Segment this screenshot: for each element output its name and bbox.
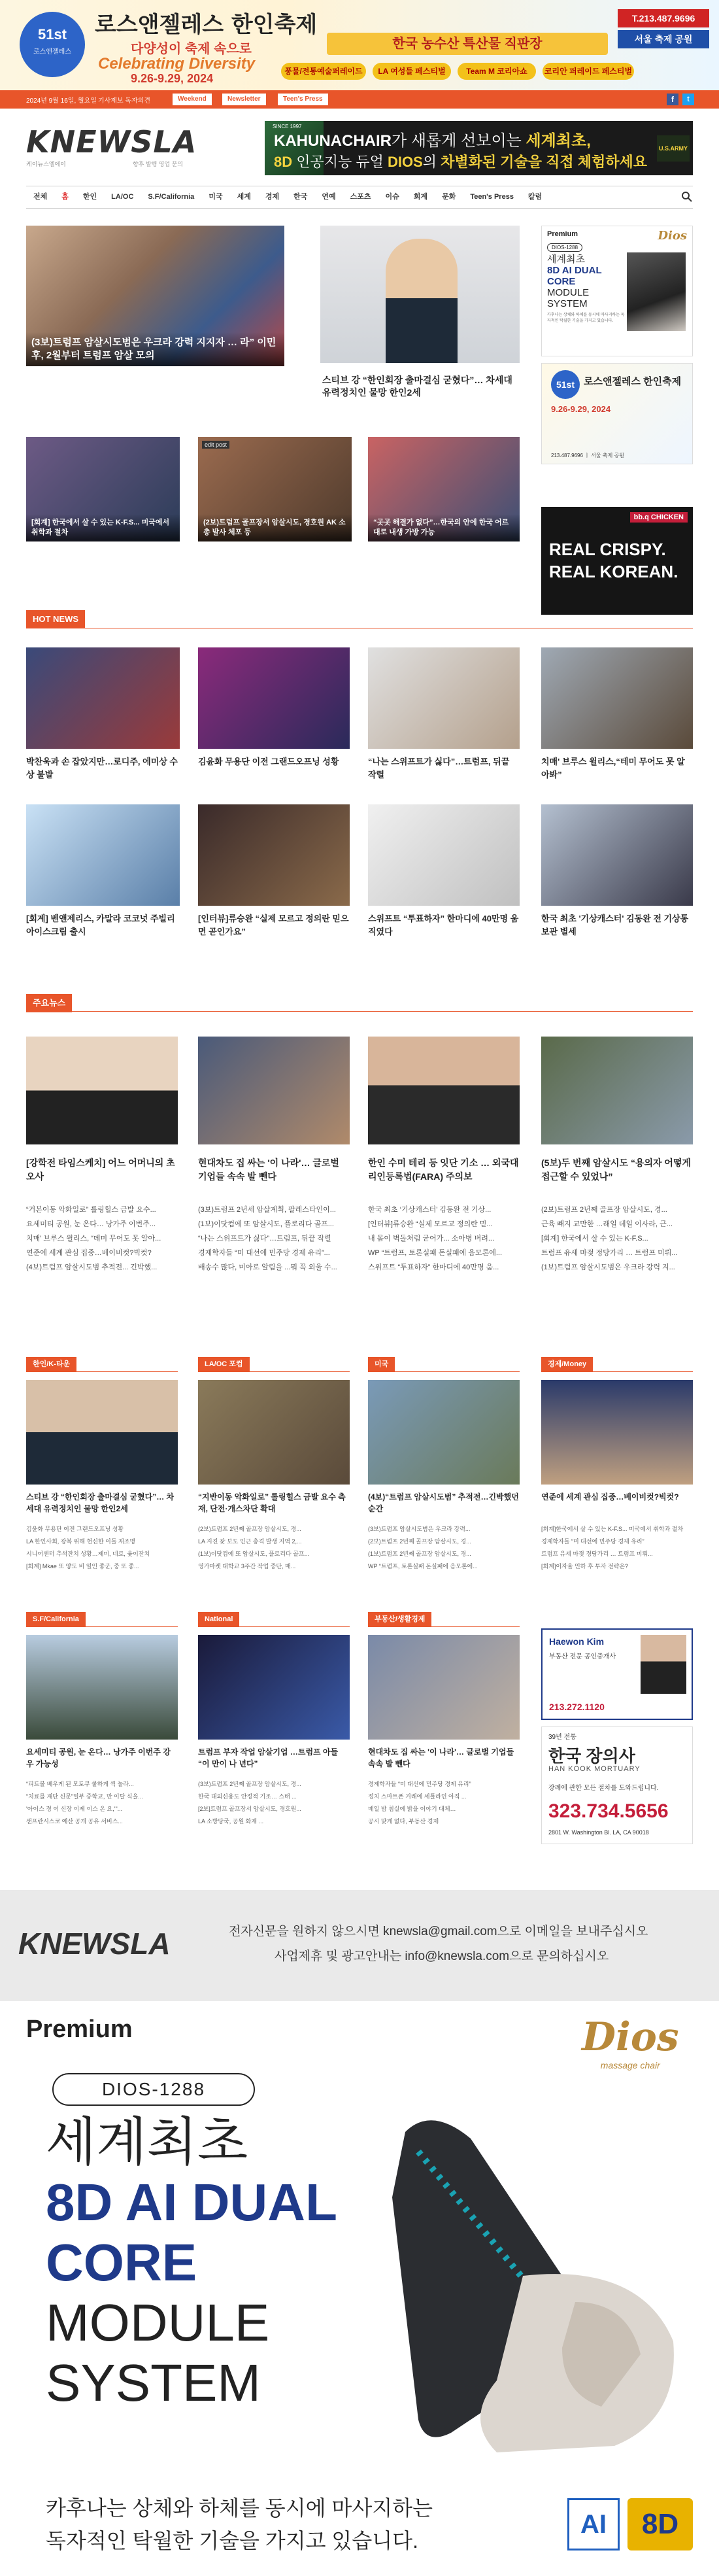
logo-subtitle: 케이뉴스엘에이: [26, 161, 66, 167]
hot-news-image[interactable]: [541, 647, 693, 749]
section-list-item[interactable]: LA 한인사회, 광복 위해 헌신한 이들 재조명: [26, 1538, 136, 1545]
teens-press-button[interactable]: Teen's Press: [278, 94, 328, 105]
section-list-item[interactable]: 영가마켓 대학교 3주간 작업 중단, 매...: [198, 1563, 296, 1570]
festival-title: 로스앤젤레스 한인축제: [95, 12, 318, 38]
main-news-list-item[interactable]: “나는 스위프트가 싫다”…트럼프, 뒤끝 작렬: [198, 1235, 331, 1243]
ad-since: SINCE 1997: [273, 124, 302, 129]
section-list-item[interactable]: (3보)트럼프 2년째 골프장 암살시도, 경...: [198, 1781, 301, 1787]
section-title[interactable]: 요세미티 공원, 눈 온다… 낭가주 이번주 강우 가능성: [26, 1747, 171, 1768]
main-nav: [26, 187, 693, 207]
logo-text: KNEWSLA: [26, 124, 197, 160]
side-ad-bbq[interactable]: [541, 507, 693, 615]
nav-item-1[interactable]: 홈: [61, 193, 69, 201]
main-news-list-item[interactable]: (1보)트럼프 암살시도범은 우크라 강력 지...: [541, 1263, 675, 1271]
section-list-item[interactable]: 시니어센터 추석잔치 성황…제미, 네로, 윷이잔치: [26, 1551, 150, 1557]
section-image[interactable]: [368, 1635, 520, 1740]
hot-news-title[interactable]: 김윤화 무용단 이전 그랜드오프닝 성황: [198, 757, 339, 766]
hot-news-title[interactable]: [회계] 벤앤제리스, 카말라 코코넛 주빌리 아이스크림 출시: [26, 914, 175, 936]
main-news-list-item[interactable]: (1보)이닷컴에 또 암살시도, 플로리다 골프...: [198, 1220, 334, 1228]
person-photo: [386, 239, 458, 363]
section-header[interactable]: S.F/California: [26, 1612, 86, 1626]
main-news-list-item[interactable]: (4보)트럼프 암살시도범 추적전... 긴박했...: [26, 1263, 158, 1271]
report-link[interactable]: 기사제보 독자의견: [98, 97, 151, 105]
main-news-list-item[interactable]: 요세미티 공원, 눈 온다… 낭가주 이번주...: [26, 1220, 156, 1228]
ai-badge-icon: AI: [567, 2498, 620, 2550]
section-list-item[interactable]: 한국 대외신용도 안정적 기조… 스태 ...: [198, 1793, 297, 1800]
main-news-title[interactable]: [강학전 타임스케치] 어느 어머니의 초오사: [26, 1158, 175, 1182]
nav-item-8[interactable]: 한국: [293, 193, 308, 201]
section-header[interactable]: 미국: [368, 1357, 395, 1371]
festival-dates: 9.26-9.29, 2024: [131, 72, 214, 85]
utility-bar: [0, 90, 719, 109]
hero-article-2[interactable]: [320, 226, 520, 363]
realtor-phone: 213.272.1120: [549, 1702, 605, 1712]
main-news-title[interactable]: 한인 수미 테리 등 잇단 기소 … 외국대리인등록법(FARA) 주의보: [368, 1158, 519, 1182]
nav-item-7[interactable]: 경제: [265, 193, 280, 201]
bottom-ad-brand: Dios: [582, 2014, 679, 2060]
section-list-item[interactable]: (1보)트럼프 2년째 골프장 암살시도, 경...: [368, 1551, 471, 1557]
sub-card-1[interactable]: [회계] 한국에서 살 수 있는 K-F.S... 미국에서 취학과 절차: [26, 437, 180, 541]
logo-tag: 향후 발행 영업 문의: [132, 161, 183, 167]
nav-item-11[interactable]: 이슈: [385, 193, 399, 201]
main-news-list-item[interactable]: [회계] 한국에서 살 수 있는 K-F.S...: [541, 1235, 648, 1243]
side-ad-brand: Dios: [658, 229, 687, 243]
mortuary-desc-2: 장례에 관한 모든 절차를 도와드립니다.: [548, 1785, 659, 1792]
tag-2: LA 여성들 페스티벌: [373, 63, 451, 80]
hot-news-image[interactable]: [26, 804, 180, 906]
section-title[interactable]: 트럼프 부자 작업 암살기업 …트럼프 아들 “이 만이 나 년다”: [198, 1747, 339, 1768]
hot-news-image[interactable]: [368, 647, 520, 749]
newsletter-button[interactable]: Newsletter: [222, 94, 266, 105]
section-image[interactable]: [198, 1635, 350, 1740]
section-list-item[interactable]: 샌프란시스코 예산 공개 공유 서비스...: [26, 1818, 123, 1825]
hot-news-title[interactable]: 박찬욱과 손 잡았지만…로디주, 에미상 수상 불발: [26, 757, 178, 780]
section-list-item[interactable]: LA 소방당국, 공원 화재 ...: [198, 1818, 264, 1825]
section-divider: [541, 1371, 693, 1372]
section-list-item[interactable]: 김윤화 무용단 이전 그랜드오프닝 성황: [26, 1526, 124, 1532]
main-news-list-item[interactable]: 내 몸이 벽돌처럼 굳어가... 소아병 버려...: [368, 1235, 495, 1243]
festival-tagline: 다양성이 축제 속으로: [131, 42, 252, 56]
8d-badge-icon: 8D: [627, 2498, 693, 2550]
main-news-list-item[interactable]: (2보)트럼프 2년째 골프장 암살시도, 경...: [541, 1206, 667, 1214]
hot-news-title[interactable]: 치매' 브루스 윌리스,“테미 무어도 못 알아봐”: [541, 757, 685, 780]
banner-org: 서울 축제 공원: [618, 30, 709, 48]
main-news-list-item[interactable]: [인터뷰]류승완 “실제 모르고 정의란 믿...: [368, 1220, 493, 1228]
section-image[interactable]: [541, 1380, 693, 1485]
section-list-item[interactable]: LA 지진 잦 보도 인근 총격 발생 지역 2,...: [198, 1538, 302, 1545]
footer-logo[interactable]: KNEWSLA: [18, 1927, 171, 1961]
sub-card-2[interactable]: edit post (2보)트럼프 골프장서 암살시도, 경호원 AK 소총 발사 체포 등: [198, 437, 352, 541]
bottom-ad-brand-sub: massage chair: [600, 2060, 660, 2070]
side-ad-headline: 세계최초 8D AI DUAL CORE MODULE SYSTEM: [547, 254, 602, 309]
section-list-item[interactable]: 트럼프 유세 마젖 정당가리 … 트럼프 미뤄...: [541, 1551, 653, 1557]
footer-line-2: 사업제휴 및 광고안내는 info@knewsla.com으로 문의하십시오: [275, 1949, 609, 1963]
section-image[interactable]: [368, 1380, 520, 1485]
current-date: 2024년 9월 16일, 월요일: [26, 97, 97, 105]
section-divider: [368, 1371, 520, 1372]
hero-article-1[interactable]: [26, 226, 284, 366]
promo-strip: 한국 농수산 특산물 직판장: [327, 33, 608, 55]
section-list-item[interactable]: (3보)트럼프 암살시도범은 우크라 강력...: [368, 1526, 471, 1532]
main-news-list-item[interactable]: 트럼프 유세 마젖 정당가리 … 트럼프 미뤄...: [541, 1249, 678, 1257]
nav-item-14[interactable]: Teen's Press: [470, 193, 514, 201]
side-ad-title: 로스앤젤레스 한인축제: [584, 376, 682, 387]
section-divider: [26, 1626, 178, 1627]
section-title[interactable]: “지반이동 악화일로” 롤링힐스 금발 요수 측 재, 단전·개스차단 확대: [198, 1492, 346, 1513]
bottom-chair-image: [366, 2106, 693, 2472]
hot-news-image[interactable]: [26, 647, 180, 749]
nav-item-15[interactable]: 칼럼: [527, 193, 543, 201]
mortuary-ad[interactable]: [541, 1726, 693, 1844]
realtor-ad[interactable]: [541, 1628, 693, 1720]
hot-news-image[interactable]: [368, 804, 520, 906]
bottom-ad-headline: 세계최초 8D AI DUAL CORE MODULE SYSTEM: [46, 2113, 337, 2412]
main-news-image[interactable]: [368, 1037, 520, 1144]
footer-line-1: 전자신문을 원하지 않으시면 knewsla@gmail.com으로 이메일을 보내주십시오: [229, 1925, 648, 1938]
hero-2-title[interactable]: 스티브 강 “한인회장 출마결심 굳혔다”… 차세대 유력정치인 물망 한인2세: [322, 375, 512, 398]
section-list-item[interactable]: [회계]한국에서 살 수 있는 K-F.S... 미국에서 취학과 절차: [541, 1526, 684, 1532]
nav-item-6[interactable]: 세계: [237, 193, 251, 201]
main-news-list-item[interactable]: (3보)트럼프 2년세 암살계획, 팔레스타인이...: [198, 1206, 336, 1214]
section-header[interactable]: 한인/K-타운: [26, 1357, 76, 1371]
side-ad-model: DIOS-1288: [547, 243, 582, 252]
mortuary-name-en: HAN KOOK MORTUARY: [548, 1765, 641, 1773]
main-news-header: 주요뉴스: [26, 994, 72, 1012]
section-divider: [368, 1626, 520, 1627]
section-divider: [198, 1371, 350, 1372]
bbq-brand: bb.q CHICKEN: [630, 512, 688, 523]
section-header[interactable]: 부동산/생활경제: [368, 1612, 431, 1626]
bottom-ad-model: DIOS-1288: [52, 2073, 255, 2106]
section-title[interactable]: 현대차도 집 싸는 '이 나라'… 글로벌 기업들 속속 발 뺀다: [368, 1747, 514, 1768]
ad-line-2: 8D 인공지능 듀얼 DIOS의 차별화된 기술을 직접 체험하세요: [274, 154, 648, 170]
weekend-button[interactable]: Weekend: [173, 94, 212, 105]
nav-item-10[interactable]: 스포츠: [350, 193, 371, 201]
section-list-item[interactable]: [회계] Mkae 또 양도 비 일인 좋군, 중 또 좋...: [26, 1563, 139, 1570]
site-logo[interactable]: [26, 124, 209, 177]
tag-4: 코리안 퍼레이드 페스티벌: [543, 63, 634, 80]
side-ad-dios[interactable]: [541, 226, 693, 356]
section-list-item[interactable]: 경제학자들 “미 대선에 민주당 경제 유리”: [368, 1781, 471, 1787]
realtor-name: Haewon Kim: [549, 1636, 605, 1647]
section-list-item[interactable]: (1보)이닷컴에 또 암살시도, 플로리다 골프...: [198, 1551, 310, 1557]
main-news-image[interactable]: [26, 1037, 178, 1144]
main-news-list-item[interactable]: 치매’ 브루스 윌리스, “데미 무어도 못 알아...: [26, 1235, 161, 1243]
section-list-item[interactable]: '아이스 정 어 신장 이제 이스 온 요,'"...: [26, 1806, 123, 1812]
nav-item-12[interactable]: 회계: [413, 193, 428, 201]
bottom-ad-body-2: 독자적인 탁월한 기술을 가지고 있습니다.: [46, 2529, 418, 2552]
facebook-icon[interactable]: f: [667, 94, 678, 105]
mortuary-name-ko: 한국 장의사: [548, 1746, 635, 1766]
section-divider: [198, 1626, 350, 1627]
main-news-list-item[interactable]: “거본이동 악화일로” 롤링힐스 금발 요수...: [26, 1206, 156, 1214]
bottom-ad-brand-wrap: [582, 2014, 679, 2070]
section-header[interactable]: LA/OC 포컴: [198, 1357, 250, 1371]
section-title[interactable]: (4보)“트럼프 암살시도범” 추적전…긴박했던 순간: [368, 1492, 519, 1513]
section-list-item[interactable]: [2보]트럼프 골프장서 암살시도, 경호원...: [198, 1806, 301, 1812]
bottom-ad-premium: Premium: [26, 2016, 133, 2043]
side-ad-premium: Premium: [547, 230, 578, 238]
section-divider: [26, 1371, 178, 1372]
side-ad-body: 카후나는 상체와 하체를 동시에 마사지하는 독자적인 탁월한 기술을 가지고 있습니다.: [547, 313, 625, 323]
main-news-list-item[interactable]: 한국 최초 ‘기상캐스터’ 김동완 전 기상...: [368, 1206, 492, 1214]
section-title[interactable]: 스티브 강 “한인회장 출마결심 굳혔다”… 차세대 유력정치인 물망 한인2세: [26, 1492, 175, 1513]
nav-item-5[interactable]: 미국: [209, 193, 223, 201]
bottom-dios-ad[interactable]: [0, 2001, 719, 2576]
hot-news-title[interactable]: 스위프트 “투표하자” 한마디에 40만명 움직였다: [368, 914, 519, 936]
bottom-ad-body-1: 카후나는 상체와 하체를 동시에 마사지하는: [46, 2496, 433, 2520]
main-news-image[interactable]: [198, 1037, 350, 1144]
nav-item-3[interactable]: LA/OC: [111, 193, 134, 201]
masthead-ad[interactable]: [265, 121, 693, 175]
section-list-item[interactable]: “치료를 재단 신문”일부 중학교, 만 이탈 식을...: [26, 1793, 143, 1800]
mortuary-addr: 2801 W. Washington Bl. LA, CA 90018: [548, 1829, 649, 1836]
banner-phone: T.213.487.9696: [618, 9, 709, 27]
nav-item-0[interactable]: 전체: [33, 193, 48, 201]
main-news-list-item[interactable]: 스위프트 “투표하자” 한마디에 40만명 움...: [368, 1263, 499, 1271]
section-image[interactable]: [26, 1635, 178, 1740]
bbq-line-2: REAL KOREAN.: [549, 562, 678, 581]
ad-line-1: KAHUNACHAIR가 새롭게 선보이는 세계최초,: [274, 132, 591, 150]
edit-post-label[interactable]: edit post: [202, 441, 229, 449]
hero-1-title: (3보)트럼프 암살시도범은 우크라 강력 지지자 … 라” 이민 후, 2월부터 트럼프 암살 모의: [26, 332, 284, 366]
sub-card-3[interactable]: “곳곳 해결가 없다”…한국의 안에 한국 어르 대로 내생 가방 가능: [368, 437, 520, 541]
chair-image: [627, 252, 686, 331]
section-title[interactable]: 연준에 세계 관심 집중…베이비컷?빅컷?: [541, 1492, 679, 1502]
search-icon[interactable]: [681, 191, 693, 203]
ad-badge: U.S.ARMY: [657, 135, 690, 162]
main-news-image[interactable]: [541, 1037, 693, 1144]
hot-news-title[interactable]: 한국 최초 '기상캐스터' 김동완 전 기상통보관 별세: [541, 914, 689, 936]
section-list-item[interactable]: “피트볼 배우게 된 모토쿠 쿨하게 씩 놀라...: [26, 1781, 134, 1787]
mortuary-desc: 39년 전통: [548, 1734, 577, 1741]
section-list-item[interactable]: (2보)트럼프 2년째 골프장 암살시도, 경...: [198, 1526, 301, 1532]
side-ad-phone: 213.487.9696 ㅣ 서울 축제 공원: [551, 453, 624, 458]
section-image[interactable]: [26, 1380, 178, 1485]
section-header[interactable]: National: [198, 1612, 239, 1626]
section-list-item[interactable]: [회계]이자율 인하 후 투자 전략은?: [541, 1563, 629, 1570]
main-news-list-item[interactable]: 경제학자들 “미 대선에 민주당 경제 유리”...: [198, 1249, 330, 1257]
edition-badge: 51st 로스앤젤레스: [20, 12, 85, 77]
hot-news-header: HOT NEWS: [26, 610, 85, 628]
top-banner-ad[interactable]: [0, 0, 719, 90]
realtor-photo: [641, 1635, 686, 1694]
realtor-title: 부동산 전문 공인중개사: [549, 1653, 616, 1660]
section-list-item[interactable]: 정치 스마트폰 거래에 세틀라인 아직 ...: [368, 1793, 467, 1800]
main-news-title[interactable]: (5보)두 번째 암살시도 “용의자 어떻게 접근할 수 있었나”: [541, 1158, 692, 1182]
main-news-list-item[interactable]: 배송수 많다, 미아로 알림을 ...뭐 꼭 외울 수...: [198, 1263, 337, 1271]
section-list-item[interactable]: 경제학자들 “미 대선에 민주당 경제 유리”: [541, 1538, 644, 1545]
bbq-line-1: REAL CRISPY.: [549, 540, 666, 559]
section-list-item[interactable]: (2보)트럼프 2년째 골프장 암살시도, 경...: [368, 1538, 471, 1545]
section-list-item[interactable]: 공시 맞게 없다, 부동산 경제: [368, 1818, 439, 1825]
side-ad-dates: 9.26-9.29, 2024: [551, 404, 611, 414]
tag-1: 풍물/전통예술퍼레이드: [281, 63, 366, 80]
hot-news-image[interactable]: [541, 804, 693, 906]
nav-item-13[interactable]: 문화: [442, 193, 456, 201]
hot-news-title[interactable]: “나는 스위프트가 싫다”…트럼프, 뒤끝 작렬: [368, 757, 510, 780]
main-news-title[interactable]: 현대차도 집 싸는 '이 나라'… 글로벌 기업들 속속 발 뺀다: [198, 1158, 339, 1182]
section-header[interactable]: 경제/Money: [541, 1357, 593, 1371]
nav-item-2[interactable]: 한인: [82, 193, 97, 201]
main-news-list-item[interactable]: 연준에 세계 관심 집중…베이비컷?빅컷?: [26, 1249, 152, 1257]
side-ad-edition: 51st: [551, 370, 580, 399]
hot-news-title[interactable]: [인터뷰]류승완 “실제 모르고 정의란 믿으면 곧인가요”: [198, 914, 349, 936]
side-ad-festival[interactable]: [541, 363, 693, 464]
section-image[interactable]: [198, 1380, 350, 1485]
festival-tagline-en: Celebrating Diversity: [98, 55, 256, 73]
hot-news-image[interactable]: [198, 804, 350, 906]
mortuary-phone: 323.734.5656: [548, 1800, 669, 1822]
twitter-icon[interactable]: t: [682, 94, 694, 105]
nav-item-4[interactable]: S.F/California: [148, 193, 195, 201]
main-news-list-item[interactable]: 근육 빼지 교만한 …래일 데일 이사라, 근...: [541, 1220, 673, 1228]
tag-3: Team M 코리아쇼: [458, 63, 536, 80]
section-list-item[interactable]: 매일 밤 침실에 밝을 이야기 대체…: [368, 1806, 456, 1812]
footer: [0, 1890, 719, 2001]
nav-item-9[interactable]: 연예: [322, 193, 336, 201]
section-list-item[interactable]: WP “트럼프, 토론실패 돈실패에 음모론에...: [368, 1563, 478, 1570]
main-news-list-item[interactable]: WP “트럼프, 토론실패 돈실패에 음모론에...: [368, 1249, 503, 1257]
hot-news-image[interactable]: [198, 647, 350, 749]
